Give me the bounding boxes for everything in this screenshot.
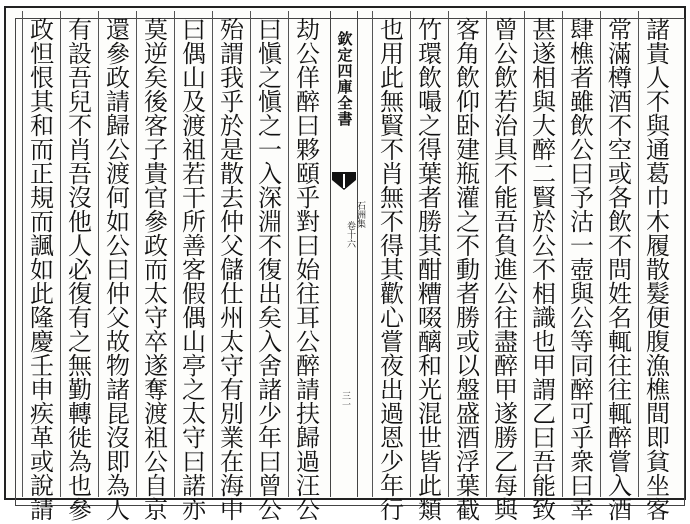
band-volume-text: 卷十六 [345,221,355,248]
text-column: 肆 樵 者 雖 飲 公 曰 予 沽 一 壺 與 公 等 同 醉 可 乎 衆 曰 幸 [570,16,594,524]
fishtail-mark [331,171,357,191]
text-column: 曰 偶 山 及 渡 祖 若 干 所 善 客 假 偶 山 亭 之 太 守 曰 諾 亦 [182,16,206,524]
column-rule [60,11,61,497]
column-rule [524,11,525,497]
text-column: 常 滿 樽 酒 不 空 或 各 飲 不 問 姓 名 輒 往 往 輒 醉 嘗 入 酒 [608,16,632,524]
column-rule [212,11,213,497]
text-column: 客 角 飲 仰 卧 建 瓶 灌 之 不 動 者 勝 或 以 盤 盛 酒 浮 葉 截 [456,16,480,524]
column-rule [486,11,487,497]
column-rule [638,11,639,497]
band-page [335,391,355,409]
text-column: 殆 謂 我 乎 於 是 散 去 仲 父 儲 仕 州 太 守 有 別 業 在 海 中 [220,16,244,524]
text-column: 有 設 吾 兒 不 肖 吾 沒 他 人 必 復 有 之 無 勤 轉 徙 為 也 參 [68,16,92,524]
center-band [330,11,365,497]
column-rule [98,11,99,497]
band-book-text: 石洲集 [355,201,365,228]
column-rule [600,11,601,497]
band-page-text: 三一 [340,391,350,409]
text-column: 甚 遂 相 與 大 醉 二 賢 於 公 不 相 識 也 甲 謂 乙 曰 吾 能 致 [532,16,556,524]
column-rule [562,11,563,497]
column-rule [136,11,137,497]
text-column: 竹 環 飲 嘬 之 得 葉 者 勝 其 酣 糟 啜 醨 和 光 混 世 皆 此 類 [418,16,442,524]
band-volume [333,221,366,248]
text-column: 諸 貴 人 不 與 通 葛 巾 木 履 散 髮 便 腹 漁 樵 間 即 貧 坐 客 [646,16,670,524]
column-rule [372,11,373,497]
column-rule [250,11,251,497]
band-title-text: 欽定四庫全書 [335,31,354,127]
column-rule [410,11,411,497]
text-column: 也 用 此 無 賢 不 肖 無 不 得 其 歡 心 嘗 夜 出 過 恩 少 年 行 [380,16,404,524]
text-column: 曰 愼 之 愼 之 一 入 深 淵 不 復 出 矣 入 舍 諸 少 年 曰 曾 公 [258,16,282,524]
text-column: 莫 逆 矣 後 客 子 貴 官 參 政 而 太 守 卒 遂 奪 渡 祖 公 自 京 [144,16,168,524]
text-column: 政 怛 恨 其 和 而 正 規 而 諷 如 此 隆 慶 壬 申 疾 革 或 說 請 [30,16,54,524]
text-column: 劫 公 佯 醉 曰 夥 頤 乎 對 曰 始 往 耳 公 醉 請 扶 歸 過 汪 公 [296,16,320,524]
band-title [333,31,355,127]
column-rule [448,11,449,497]
column-rule [288,11,289,497]
text-column: 還 參 政 請 歸 公 渡 何 如 公 曰 仲 父 故 物 諸 昆 沒 即 為 人 [106,16,130,524]
column-rule [174,11,175,497]
text-column: 曾 公 飲 若 治 具 不 能 吾 負 進 公 往 盡 醉 甲 遂 勝 乙 每 與 [494,16,518,524]
column-rule [22,11,23,497]
